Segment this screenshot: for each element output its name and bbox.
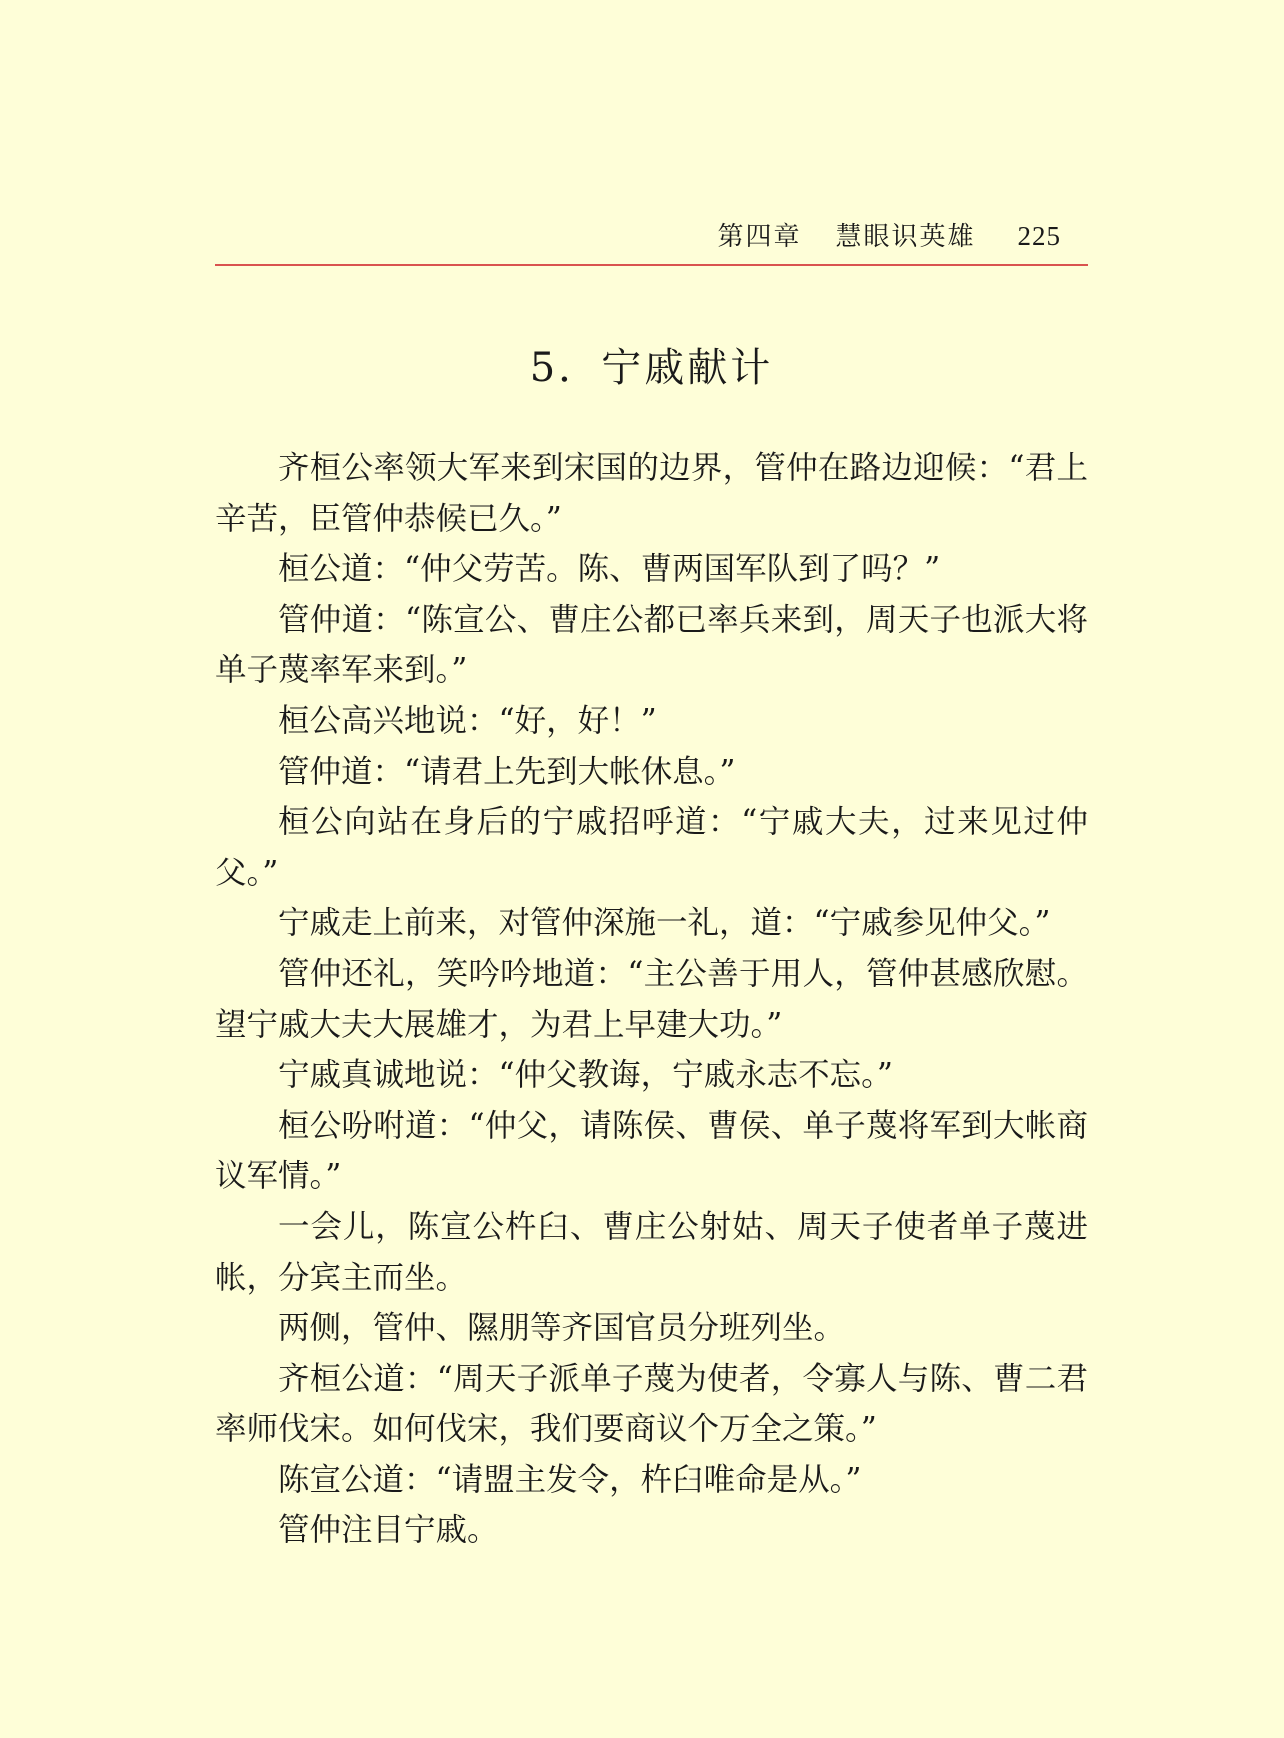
paragraph: 管仲注目宁戚。 xyxy=(278,1512,499,1549)
paragraph: 管仲道：“请君上先到大帐休息。” xyxy=(278,753,736,790)
paragraph: 一会儿，陈宣公杵臼、曹庄公射姑、周天子使者单子蔑进帐，分宾主而坐。 xyxy=(215,1208,1088,1296)
paragraph: 齐桓公率领大军来到宋国的边界，管仲在路边迎候：“君上辛苦，臣管仲恭候已久。” xyxy=(215,450,1088,537)
paragraph: 桓公高兴地说：“好，好！” xyxy=(278,702,657,739)
paragraph: 宁戚走上前来，对管仲深施一礼，道：“宁戚参见仲父。” xyxy=(278,905,1051,942)
paragraph: 桓公吩咐道：“仲父，请陈侯、曹侯、单子蔑将军到大帐商议军情。” xyxy=(215,1107,1088,1195)
paragraph: 管仲道：“陈宣公、曹庄公都已率兵来到，周天子也派大将单子蔑率军来到。” xyxy=(215,601,1088,689)
paragraph: 齐桓公道：“周天子派单子蔑为使者，令寡人与陈、曹二君率师伐宋。如何伐宋，我们要商议个万全之策。” xyxy=(215,1360,1088,1448)
paragraph: 两侧，管仲、隰朋等齐国官员分班列坐。 xyxy=(278,1310,846,1347)
running-head xyxy=(215,216,1061,256)
body-text xyxy=(215,443,1088,1556)
section-title: 5．宁戚献计 xyxy=(529,345,774,391)
chapter-label: 第四章 xyxy=(717,222,802,252)
paragraph: 陈宣公道：“请盟主发令，杵臼唯命是从。” xyxy=(278,1461,862,1498)
paragraph: 桓公向站在身后的宁戚招呼道：“宁戚大夫，过来见过仲父。” xyxy=(215,804,1088,891)
page-number: 225 xyxy=(1017,221,1061,251)
paragraph: 管仲还礼，笑吟吟地道：“主公善于用人，管仲甚感欣慰。望宁戚大夫大展雄才，为君上早建大功。” xyxy=(215,955,1088,1043)
header-divider xyxy=(215,264,1088,266)
paragraph: 宁戚真诚地说：“仲父教诲，宁戚永志不忘。” xyxy=(278,1057,893,1094)
section-label: 慧眼识英雄 xyxy=(835,222,976,252)
paragraph: 桓公道：“仲父劳苦。陈、曹两国军队到了吗？” xyxy=(278,551,941,588)
